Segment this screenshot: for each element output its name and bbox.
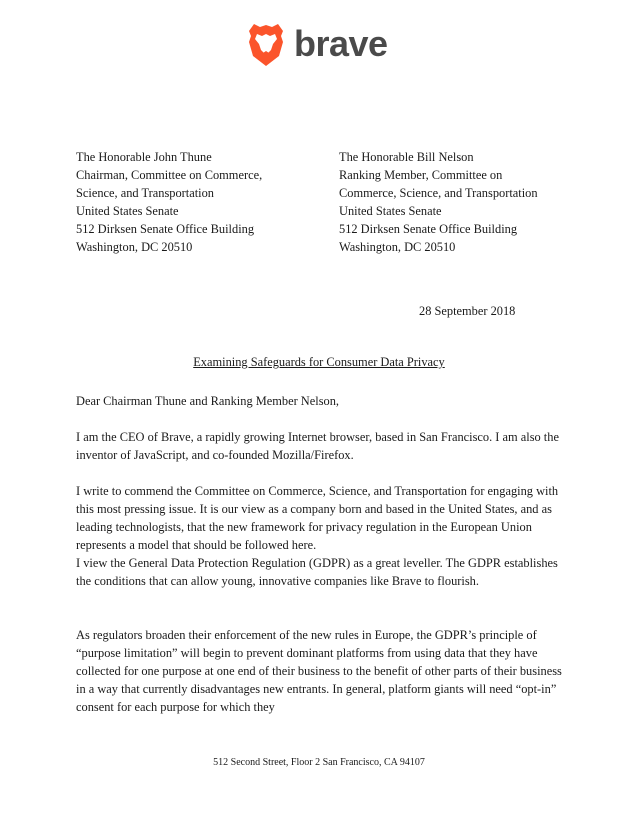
address-line: Chairman, Committee on Commerce, xyxy=(76,168,263,182)
letter-subject xyxy=(0,353,638,371)
brave-logo xyxy=(246,22,394,72)
address-line: 512 Dirksen Senate Office Building xyxy=(339,222,518,236)
body-paragraph xyxy=(76,626,566,716)
paragraph-text: I am the CEO of Brave, a rapidly growing Internet browser, based in San Francisco. I am also the inventor of JavaScript, and co-founded Mozilla/Firefox. xyxy=(76,430,559,462)
paragraph-text: As regulators broaden their enforcement of the new rules in Europe, the GDPR’s principle of “purpose limitation” will begin to prevent dominant platforms from using data that they have collected for one purpose at one end of their business to the benefit of other parts of their business in a way that currently disadvantages new entrants. In general, platform giants will need “opt-in” consent for each purpose for which they xyxy=(76,628,562,714)
address-line: The Honorable Bill Nelson xyxy=(339,150,474,164)
brand-wordmark: brave xyxy=(294,23,388,64)
footer-address: 512 Second Street, Floor 2 San Francisco, CA 94107 xyxy=(213,757,425,768)
salutation: Dear Chairman Thune and Ranking Member Nelson, xyxy=(76,394,340,408)
address-line: Science, and Transportation xyxy=(76,186,214,200)
subject-text: Examining Safeguards for Consumer Data Privacy xyxy=(193,355,445,369)
paragraph-text: I view the General Data Protection Regulation (GDPR) as a great leveller. The GDPR establishes the conditions that can allow young, innovative companies like Brave to flourish. xyxy=(76,556,558,588)
address-line: Washington, DC 20510 xyxy=(339,240,456,254)
recipient-address-nelson xyxy=(339,148,538,256)
address-line: 512 Dirksen Senate Office Building xyxy=(76,222,255,236)
address-line: The Honorable John Thune xyxy=(76,150,212,164)
body-paragraph xyxy=(76,482,566,554)
address-line: United States Senate xyxy=(76,204,179,218)
body-paragraph xyxy=(76,554,566,590)
address-line: United States Senate xyxy=(339,204,442,218)
address-line: Ranking Member, Committee on xyxy=(339,168,503,182)
letter-date: 28 September 2018 xyxy=(419,304,516,318)
recipient-address-thune xyxy=(76,148,262,256)
paragraph-text: I write to commend the Committee on Commerce, Science, and Transportation for engaging with this most pressing issue. It is our view as a company born and based in the United States, and as leading technologists, that the new framework for privacy regulation in the European Union represents a model that should be followed here. xyxy=(76,484,559,552)
address-line: Commerce, Science, and Transportation xyxy=(339,186,538,200)
body-paragraph xyxy=(76,428,566,464)
brave-lion-icon xyxy=(246,22,286,68)
address-line: Washington, DC 20510 xyxy=(76,240,193,254)
